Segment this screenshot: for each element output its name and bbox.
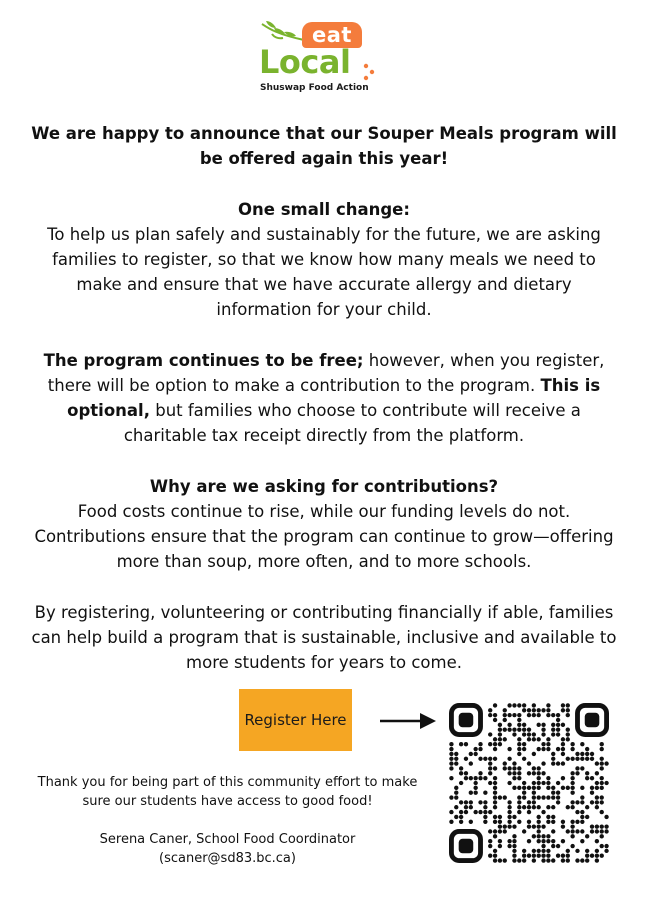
free-bold-2: This is optional,	[67, 376, 601, 421]
why-body: Food costs continue to rise, while our funding levels do not. Contributions ensure that the program can continue to grow—offering more than soup, more often, and to more schools.	[34, 502, 614, 572]
why-heading: Why are we asking for contributions?	[149, 476, 499, 496]
logo-dots-icon	[362, 62, 376, 82]
change-body: To help us plan safely and sustainably for the future, we are asking families to register, so that we know how many meals we need to make and ensure that we have accurate allergy and dietary information for your child.	[47, 224, 601, 320]
qr-code-icon[interactable]	[449, 703, 609, 863]
closing-body: By registering, volunteering or contributing financially if able, families can help build a program that is sustainable, inclusive and available to more students for years to come.	[31, 602, 617, 673]
free-text-1: however, when you register, there will be option to make a contribution to the program.	[47, 350, 605, 395]
thanks-text: Thank you for being part of this community effort to make sure our students have access to good food!	[37, 775, 418, 809]
logo-subtitle: Shuswap Food Action	[260, 83, 369, 93]
coordinator-email[interactable]: (scaner@sd83.bc.ca)	[159, 851, 296, 866]
intro-text: We are happy to announce that our Souper Meals program will be offered again this year!	[31, 124, 617, 169]
arrow-right-icon	[378, 710, 438, 732]
logo-local-text: Local	[259, 43, 351, 81]
announcement-body	[30, 121, 618, 675]
coordinator-name: Serena Caner, School Food Coordinator	[99, 832, 356, 847]
eat-local-logo	[258, 18, 380, 98]
free-paragraph	[30, 348, 618, 449]
free-text-2: but families who choose to contribute will receive a charitable tax receipt directly from the platform.	[123, 401, 581, 446]
register-button[interactable]: Register Here	[239, 689, 352, 751]
change-heading: One small change:	[238, 199, 410, 219]
free-bold-1: The program continues to be free;	[43, 350, 364, 370]
logo-eat-text: eat	[302, 22, 362, 48]
footer	[30, 773, 425, 868]
